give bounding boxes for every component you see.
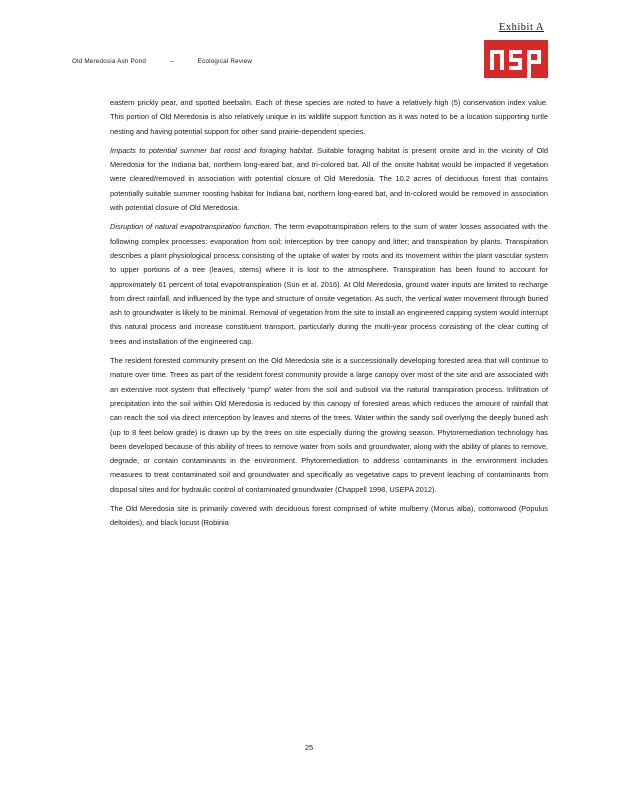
paragraph-forest-community: The resident forested community present on the Old Meredosia site is a successionally developing forested area that will continue to mature over time. Trees as part of the resident forest community provide a large canopy over most of the site and are associated with an extensive root system that effectively “pump” water from the soil and subsoil via the natural transpiration process. Infiltration of precipitation into the soil within Old Meredosia is reduced by this canopy of forested areas which reduces the amount of rainfall that can reach the soil via direct interception by leaves and stems of the trees. Water within the sandy soil overlying the deeply buried ash (up to 8 feet below grade) is drawn up by the trees on site especially during the growing season. Phytoremediation technology has been developed because of this ability of trees to remove water from soils and groundwater, along with the ability of plants to remove, degrade, or contain contaminants in the environment. Phytoremediation to address contaminants in the environment includes measures to treat contaminated soil and groundwater and specifically as vegetative caps to prevent leaching of contaminants from disposal sites and for hydraulic control of contaminated groundwater (Chappell 1998, USEPA 2012).: [110, 356, 548, 494]
paragraph-evapotranspiration: [110, 220, 548, 349]
header-dash: –: [170, 58, 174, 65]
running-header: [72, 58, 274, 65]
page-number: 25: [304, 743, 314, 752]
header-review: Ecological Review: [197, 58, 253, 65]
paragraph-body-text: . The term evapotranspiration refers to the sum of water losses associated with the following complex processes: evaporation from soil; interception by tree canopy and litter; and transpiration by plants. Transpiration describes a plant physiological process consisting of the uptake of water by roots and its movement within the plant vascular system to upper portions of a tree (leaves, stems) where it is lost to the atmosphere. Transpiration has been found to account for approximately 61 percent of total evapotranspiration (Sun et al. 2016). At Old Meredosia, ground water inputs are limited to recharge from direct rainfall, and influenced by the type and structure of onsite vegetation. As such, the vertical water movement through buried ash to groundwater is likely to be minimal. Removal of vegetation from the site to install an engineered capping system would interrupt this natural process and increase constituent transport, particularly during the multi-year process consisting of the clear cutting of trees and installation of the engineered cap.: [110, 222, 548, 346]
bullet-lead-heading: Impacts to potential summer bat roost and foraging habitat: [110, 145, 312, 155]
exhibit-label: Exhibit A: [498, 22, 544, 33]
paragraph-lead-heading: Disruption of natural evapotranspiration function: [110, 222, 270, 232]
document-body: [72, 96, 548, 536]
paragraph-site-cover: The Old Meredosia site is primarily covered with deciduous forest comprised of white mulberry (Morus alba), cottonwood (Populus deltoides), and black locust (Robinia: [110, 504, 548, 528]
header-site: Old Meredosia Ash Pond: [72, 58, 147, 65]
company-logo: [484, 40, 548, 78]
bullet-body-text: . Suitable foraging habitat is present onsite and in the vicinity of Old Meredosia for the Indiana bat, northern long-eared bat, and tri-colored bat. All of the onsite habitat would be impacted if vegetation were cleared/removed in association with potential closure of Old Meredosia. The 10.2 acres of deciduous forest that contains potentially suitable summer roosting habitat for Indiana bat, northern long-eared bat, and tri-colored would be removed in association with potential closure of Old Meredosia.: [110, 145, 548, 213]
bullet-bat-habitat: [110, 144, 548, 215]
paragraph-wildlife-support: eastern prickly pear, and spotted beebalm. Each of these species are noted to have a relatively high (5) conservation index value. This portion of Old Meredosia is also relatively unique in its wildlife support function as it was noted to be a location supporting turtle nesting and having potential support for other sand prairie-dependent species.: [110, 98, 548, 136]
